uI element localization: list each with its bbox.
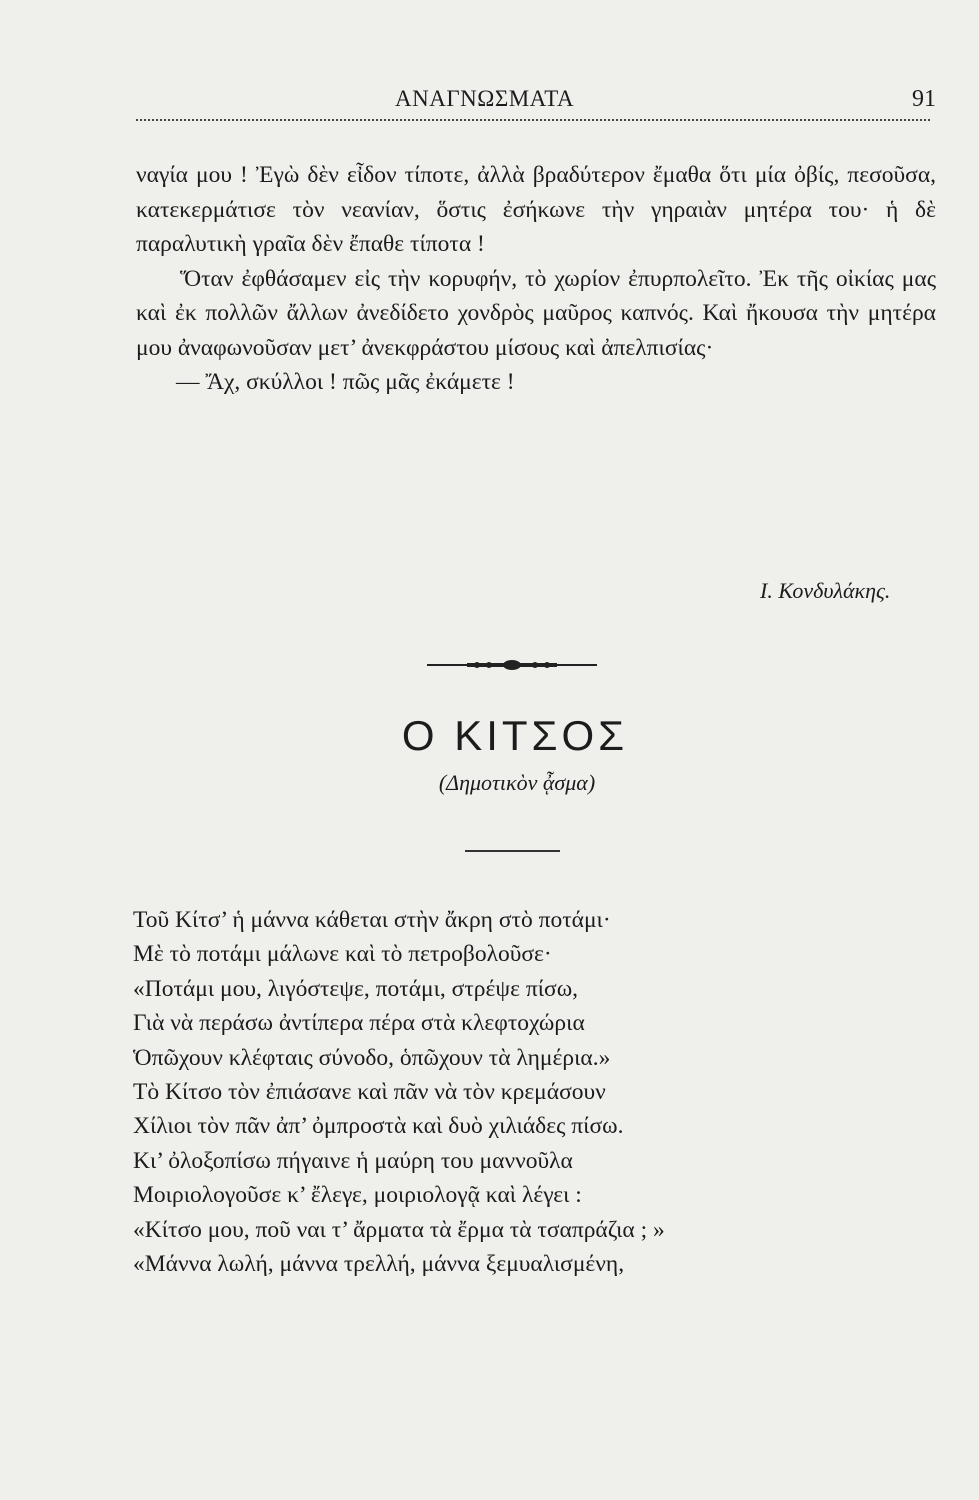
page-number: 91 <box>912 86 936 112</box>
prose-paragraph: Ὅταν ἐφθάσαμεν εἰς τὴν κορυφήν, τὸ χωρίον ἐπυρπολεῖτο. Ἐκ τῆς οἰκίας μας καὶ ἐκ πολλῶν ἄλλων ἀνεδίδετο χονδρὸς μαῦρος καπνός. Καὶ ἤκουσα τὴν μητέρα μου ἀναφωνοῦσαν μετ’ ἀνεκφράστου μίσους καὶ ἀπελπισίας· <box>136 265 936 361</box>
poem-line: Τὸ Κίτσο τὸν ἐπιάσανε καὶ πᾶν νὰ τὸν κρεμάσουν <box>133 1078 606 1105</box>
poem-line: Μοιριολογοῦσε κ’ ἔλεγε, μοιριολογᾷ καὶ λέγει : <box>133 1182 582 1209</box>
poem-line: Ὁπῶχουν κλέφταις σύνοδο, ὁπῶχουν τὰ λημέρια.» <box>133 1044 611 1071</box>
prose-section <box>136 158 936 400</box>
author-signature: Ι. Κονδυλάκης. <box>760 578 891 603</box>
poem-line: Κι’ ὀλοξοπίσω πήγαινε ἡ μαύρη του μαννοῦλα <box>133 1147 573 1174</box>
title-rule <box>465 850 560 852</box>
poem-line: «Μάννα λωλή, μάννα τρελλή, μάννα ξεμυαλισμένη, <box>133 1250 625 1277</box>
poem-line: Μὲ τὸ ποτάμι μάλωνε καὶ τὸ πετροβολοῦσε· <box>133 941 552 968</box>
poem-line: «Ποτάμι μου, λιγόστεψε, ποτάμι, στρέψε πίσω, <box>133 975 579 1002</box>
running-title: ΑΝΑΓΝΩΣΜΑΤΑ <box>395 86 575 111</box>
poem-body <box>133 903 943 1281</box>
header-rule <box>136 119 930 121</box>
dialogue-line: — Ἄχ, σκύλλοι ! πῶς μᾶς ἐκάμετε ! <box>176 369 515 395</box>
ornament-divider <box>427 658 597 672</box>
running-head <box>0 86 979 116</box>
poem-line: Τοῦ Κίτσ’ ἡ μάννα κάθεται στὴν ἄκρη στὸ ποτάμι· <box>133 907 611 933</box>
poem-subtitle: (Δημοτικὸν ᾆσμα) <box>438 770 596 795</box>
poem-line: Γιὰ νὰ περάσω ἀντίπερα πέρα στὰ κλεφτοχώρια <box>133 1010 585 1037</box>
poem-title: Ο ΚΙΤΣΟΣ <box>401 712 629 759</box>
poem-line: Χίλιοι τὸν πᾶν ἀπ’ ὀμπροστὰ καὶ δυὸ χιλιάδες πίσω. <box>133 1113 624 1140</box>
prose-paragraph: ναγία μου ! Ἐγὼ δὲν εἶδον τίποτε, ἀλλὰ βραδύτερον ἔμαθα ὅτι μία ὀβίς, πεσοῦσα, κατεκερμάτισε τὸν νεανίαν, ὅστις ἐσήκωνε τὴν γηραιὰν μητέρα του· ἡ δὲ παραλυτικὴ γραῖα δὲν ἔπαθε τίποτα ! <box>136 162 936 257</box>
poem-line: «Κίτσο μου, ποῦ ναι τ’ ἄρματα τὰ ἔρμα τὰ τσαπράζια ; » <box>133 1216 665 1243</box>
